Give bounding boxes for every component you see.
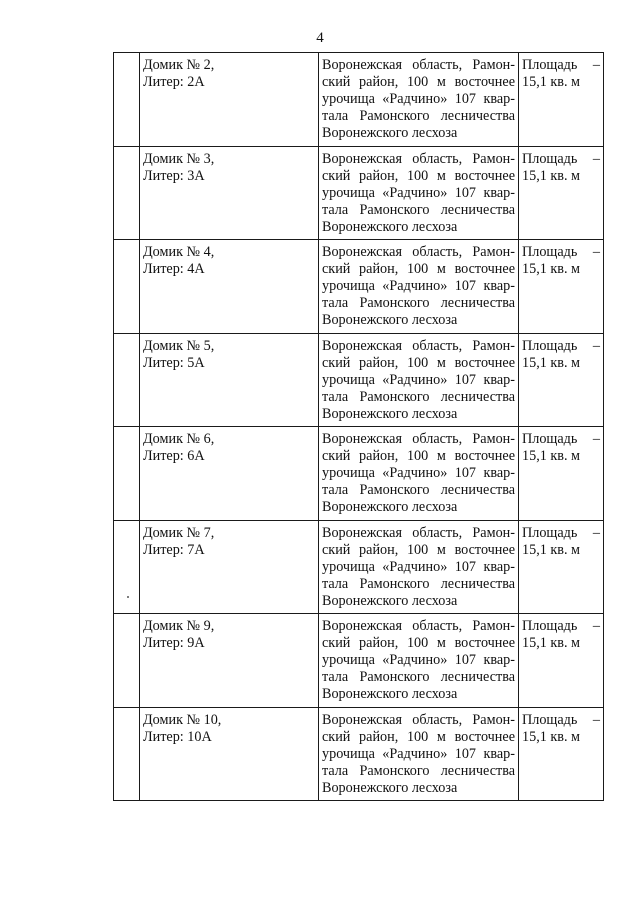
area-cell xyxy=(519,240,604,334)
address-line: Воронежского лесхоза xyxy=(322,218,458,235)
address-line: Воронежская область, Рамон- xyxy=(322,711,515,728)
address-line: тала Рамонского лесничества xyxy=(322,108,515,124)
area-label: Площадь xyxy=(522,337,578,354)
area-value: 15,1 кв. м xyxy=(522,728,581,745)
address-line: урочища «Радчино» 107 квар- xyxy=(322,745,515,762)
area-label: Площадь xyxy=(522,711,578,728)
address-line: Воронежского лесхоза xyxy=(322,686,458,702)
dash-mark: – xyxy=(592,524,600,541)
area-cell xyxy=(519,333,604,427)
property-table-body xyxy=(114,53,604,801)
address-line: урочища «Радчино» 107 квар- xyxy=(322,184,515,201)
address-cell xyxy=(319,146,519,240)
blank-cell xyxy=(114,520,140,614)
name-cell xyxy=(140,53,319,147)
table-row xyxy=(114,614,604,708)
dash-mark: – xyxy=(592,244,600,260)
name-cell xyxy=(140,240,319,334)
area-value: 15,1 кв. м xyxy=(522,167,581,184)
address-line: Воронежская область, Рамон- xyxy=(322,244,515,260)
dash-mark: – xyxy=(592,618,600,634)
liter-label: Литер: 6А xyxy=(143,448,205,464)
area-value: 15,1 кв. м xyxy=(522,448,581,464)
address-line: урочища «Радчино» 107 квар- xyxy=(322,91,515,107)
area-label: Площадь xyxy=(522,618,578,634)
area-value: 15,1 кв. м xyxy=(522,261,581,277)
blank-cell xyxy=(114,427,140,521)
area-cell xyxy=(519,427,604,521)
name-cell xyxy=(140,146,319,240)
table-row xyxy=(114,427,604,521)
area-cell xyxy=(519,707,604,801)
blank-cell xyxy=(114,240,140,334)
area-value: 15,1 кв. м xyxy=(522,354,581,371)
area-label: Площадь xyxy=(522,57,578,73)
table-row xyxy=(114,707,604,801)
blank-cell xyxy=(114,614,140,708)
address-line: урочища «Радчино» 107 квар- xyxy=(322,371,515,388)
address-line: ский район, 100 м восточнее xyxy=(322,167,515,184)
address-line: Воронежского лесхоза xyxy=(322,779,458,796)
blank-cell xyxy=(114,333,140,427)
area-cell xyxy=(519,53,604,147)
area-value: 15,1 кв. м xyxy=(522,74,581,90)
dash-mark: – xyxy=(592,57,600,73)
blank-cell xyxy=(114,707,140,801)
liter-label: Литер: 4А xyxy=(143,261,205,277)
address-line: ский район, 100 м восточнее xyxy=(322,354,515,371)
dash-mark: – xyxy=(592,711,600,728)
address-line: тала Рамонского лесничества xyxy=(322,575,515,592)
address-cell xyxy=(319,427,519,521)
name-cell xyxy=(140,520,319,614)
area-label: Площадь xyxy=(522,431,578,447)
liter-label: Литер: 10А xyxy=(143,728,212,745)
area-value: 15,1 кв. м xyxy=(522,635,581,651)
liter-label: Литер: 2А xyxy=(143,74,205,90)
house-name: Домик № 7, xyxy=(143,524,215,541)
house-name: Домик № 10, xyxy=(143,711,222,728)
liter-label: Литер: 5А xyxy=(143,354,205,371)
address-cell xyxy=(319,520,519,614)
house-name: Домик № 6, xyxy=(143,431,215,447)
address-cell xyxy=(319,614,519,708)
address-cell xyxy=(319,240,519,334)
area-label: Площадь xyxy=(522,150,578,167)
house-name: Домик № 5, xyxy=(143,337,215,354)
address-line: Воронежского лесхоза xyxy=(322,125,458,141)
address-line: урочища «Радчино» 107 квар- xyxy=(322,465,515,481)
address-line: ский район, 100 м восточнее xyxy=(322,261,515,277)
area-label: Площадь xyxy=(522,524,578,541)
address-line: тала Рамонского лесничества xyxy=(322,295,515,311)
house-name: Домик № 3, xyxy=(143,150,215,167)
name-cell xyxy=(140,333,319,427)
dash-mark: – xyxy=(592,337,600,354)
address-cell xyxy=(319,707,519,801)
address-line: Воронежского лесхоза xyxy=(322,592,458,609)
property-table xyxy=(113,52,604,801)
address-line: ский район, 100 м восточнее xyxy=(322,635,515,651)
house-name: Домик № 9, xyxy=(143,618,215,634)
address-line: Воронежская область, Рамон- xyxy=(322,337,515,354)
table-row xyxy=(114,333,604,427)
area-label: Площадь xyxy=(522,244,578,260)
address-line: Воронежская область, Рамон- xyxy=(322,431,515,447)
area-value: 15,1 кв. м xyxy=(522,541,581,558)
table-row xyxy=(114,146,604,240)
blank-cell xyxy=(114,146,140,240)
house-name: Домик № 4, xyxy=(143,244,215,260)
dash-mark: – xyxy=(592,431,600,447)
liter-label: Литер: 7А xyxy=(143,541,205,558)
address-line: тала Рамонского лесничества xyxy=(322,388,515,405)
address-line: тала Рамонского лесничества xyxy=(322,762,515,779)
house-name: Домик № 2, xyxy=(143,57,215,73)
area-cell xyxy=(519,614,604,708)
address-line: ский район, 100 м восточнее xyxy=(322,728,515,745)
address-line: ский район, 100 м восточнее xyxy=(322,448,515,464)
name-cell xyxy=(140,707,319,801)
address-line: ский район, 100 м восточнее xyxy=(322,74,515,90)
name-cell xyxy=(140,427,319,521)
address-line: Воронежского лесхоза xyxy=(322,312,458,328)
address-line: Воронежская область, Рамон- xyxy=(322,524,515,541)
address-line: Воронежская область, Рамон- xyxy=(322,150,515,167)
address-line: Воронежская область, Рамон- xyxy=(322,618,515,634)
table-row xyxy=(114,53,604,147)
table-row xyxy=(114,240,604,334)
blank-cell xyxy=(114,53,140,147)
address-line: урочища «Радчино» 107 квар- xyxy=(322,558,515,575)
address-line: тала Рамонского лесничества xyxy=(322,201,515,218)
liter-label: Литер: 9А xyxy=(143,635,205,651)
area-cell xyxy=(519,146,604,240)
address-line: тала Рамонского лесничества xyxy=(322,669,515,685)
address-line: тала Рамонского лесничества xyxy=(322,482,515,498)
area-cell xyxy=(519,520,604,614)
table-row xyxy=(114,520,604,614)
address-cell xyxy=(319,333,519,427)
name-cell xyxy=(140,614,319,708)
page-number: 4 xyxy=(316,30,324,46)
address-line: Воронежская область, Рамон- xyxy=(322,57,515,73)
address-line: урочища «Радчино» 107 квар- xyxy=(322,652,515,668)
address-line: ский район, 100 м восточнее xyxy=(322,541,515,558)
address-cell xyxy=(319,53,519,147)
liter-label: Литер: 3А xyxy=(143,167,205,184)
address-line: урочища «Радчино» 107 квар- xyxy=(322,278,515,294)
address-line: Воронежского лесхоза xyxy=(322,405,458,422)
address-line: Воронежского лесхоза xyxy=(322,499,458,515)
dash-mark: – xyxy=(592,150,600,167)
